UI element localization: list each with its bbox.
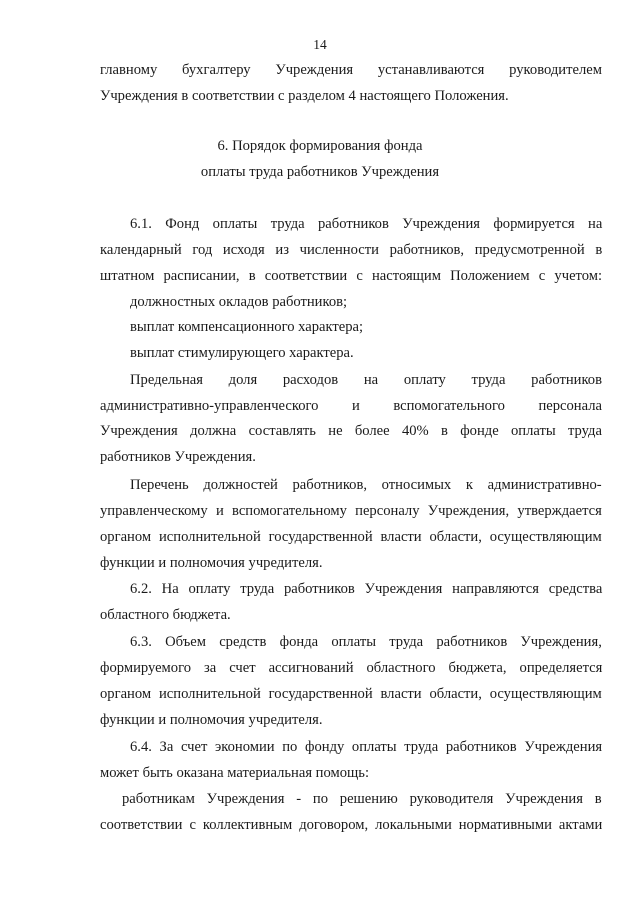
paragraph-6-1-line-1: 6.1. Фонд оплаты труда работников Учреждения формируется на (130, 216, 603, 232)
word: Учреждения (275, 62, 354, 78)
paragraph-list-line-2: управленческому и вспомогательному персоналу Учреждения, утверждается (100, 503, 602, 519)
paragraph-6-3-line-3: органом исполнительной государственной власти области, осуществляющим (100, 686, 602, 702)
word: труда (471, 372, 506, 388)
paragraph-list-line-3: органом исполнительной государственной власти области, осуществляющим (100, 529, 602, 545)
paragraph-6-4-line-2: может быть оказана материальная помощь: (100, 765, 369, 781)
paragraph-limit-line-1 (130, 372, 602, 389)
word: работников (531, 372, 602, 388)
paragraph-6-4-line-1: 6.4. За счет экономии по фонду оплаты труда работников Учреждения (130, 739, 603, 755)
word: бухгалтеру (182, 62, 251, 78)
word: Предельная (130, 372, 203, 388)
paragraph-list-line-1: Перечень должностей работников, относимых к административно- (130, 477, 602, 493)
paragraph-limit-line-3: Учреждения должна составлять не более 40% в фонде оплаты труда (100, 423, 602, 439)
word: устанавливаются (377, 62, 485, 78)
paragraph-employees-line-1: работникам Учреждения - по решению руководителя Учреждения в (122, 791, 602, 807)
word: персонала (538, 398, 602, 414)
paragraph-6-3-line-1: 6.3. Объем средств фонда оплаты труда работников Учреждения, (130, 634, 602, 650)
word: оплату (403, 372, 446, 388)
word: главному (100, 62, 158, 78)
intro-line-1 (100, 62, 602, 79)
list-item-3: выплат стимулирующего характера. (130, 345, 354, 361)
paragraph-list-line-4: функции и полномочия учредителя. (100, 555, 323, 571)
word: вспомогательного (393, 398, 505, 414)
word: и (351, 398, 360, 414)
paragraph-limit-line-4: работников Учреждения. (100, 449, 256, 465)
list-item-2: выплат компенсационного характера; (130, 319, 364, 335)
word: административно-управленческого (100, 398, 319, 414)
paragraph-limit-line-2 (100, 398, 602, 415)
paragraph-6-1-line-2: календарный год исходя из численности работников, предусмотренной в (100, 242, 603, 258)
word: на (363, 372, 379, 388)
section-heading-line-1: 6. Порядок формирования фонда (217, 138, 423, 154)
list-item-1: должностных окладов работников; (130, 294, 348, 310)
word: доля (228, 372, 258, 388)
paragraph-6-1-line-3: штатном расписании, в соответствии с настоящим Положением с учетом: (100, 268, 603, 284)
paragraph-6-3-line-2: формируемого за счет ассигнований областного бюджета, определяется (100, 660, 603, 676)
section-heading-line-2: оплаты труда работников Учреждения (200, 164, 440, 180)
paragraph-6-2-line-1: 6.2. На оплату труда работников Учреждения направляются средства (130, 581, 603, 597)
paragraph-6-3-line-4: функции и полномочия учредителя. (100, 712, 323, 728)
word: руководителем (509, 62, 602, 78)
paragraph-6-2-line-2: областного бюджета. (100, 607, 231, 623)
paragraph-employees-line-2: соответствии с коллективным договором, локальными нормативными актами (100, 817, 603, 833)
intro-line-2: Учреждения в соответствии с разделом 4 настоящего Положения. (100, 88, 509, 104)
word: расходов (282, 372, 339, 388)
page-number: 14 (313, 37, 327, 52)
